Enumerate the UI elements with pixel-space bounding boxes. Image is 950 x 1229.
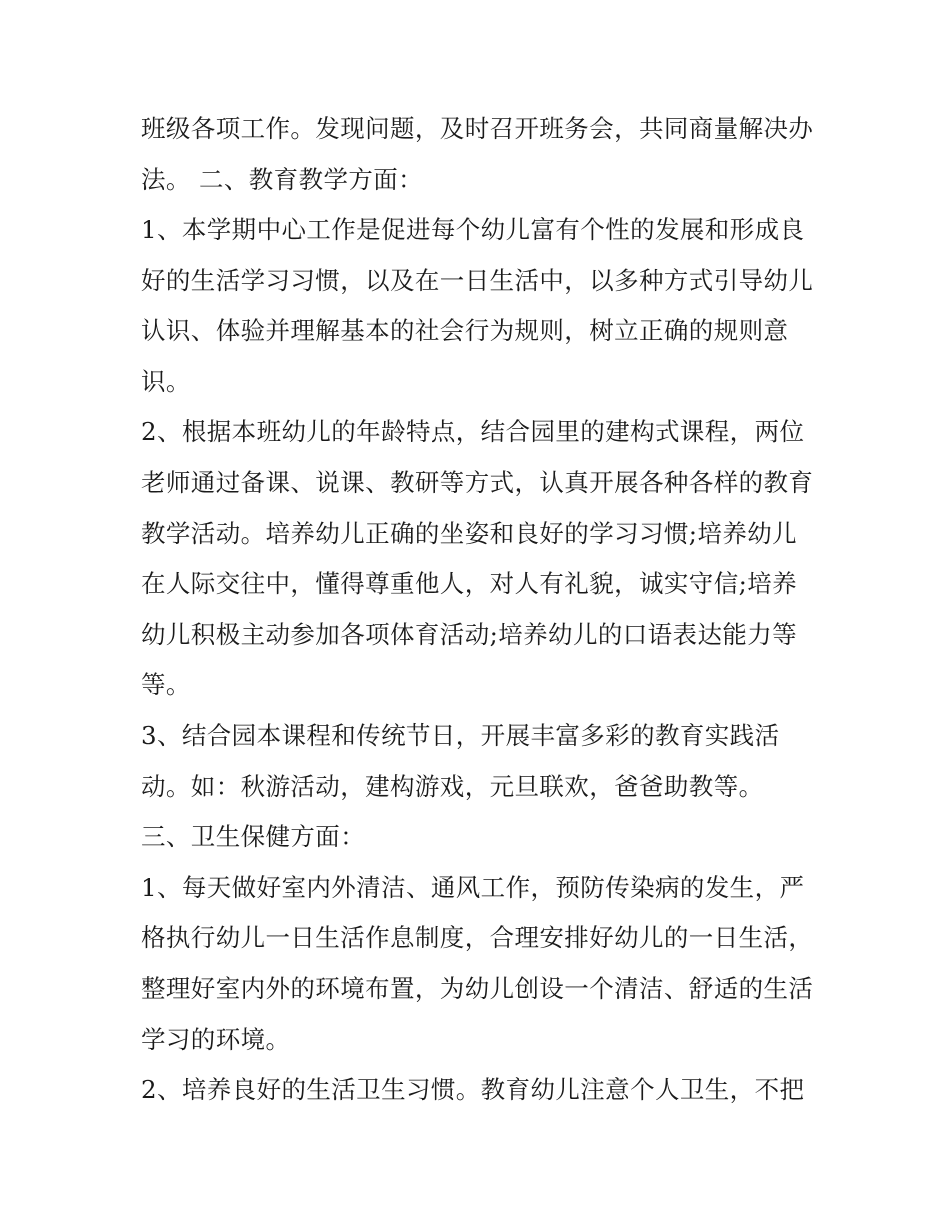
- text-line: 2、培养良好的生活卫生习惯。教育幼儿注意个人卫生，不把: [141, 1075, 805, 1104]
- text-line: 识。: [141, 367, 191, 396]
- text-line: 3、结合园本课程和传统节日，开展丰富多彩的教育实践活: [141, 721, 780, 750]
- text-line: 2、根据本班幼儿的年龄特点，结合园里的建构式课程，两位: [141, 417, 805, 446]
- text-line: 1、每天做好室内外清洁、通风工作，预防传染病的发生，严: [141, 873, 805, 902]
- text-line: 幼儿积极主动参加各项体育活动;培养幼儿的口语表达能力等: [141, 620, 798, 649]
- text-line: 动。如：秋游活动，建构游戏，元旦联欢，爸爸助教等。: [141, 772, 764, 801]
- text-line: 班级各项工作。发现问题，及时召开班务会，共同商量解决办: [141, 114, 814, 143]
- text-line: 法。 二、教育教学方面：: [141, 165, 424, 194]
- text-line: 格执行幼儿一日生活作息制度，合理安排好幼儿的一日生活，: [141, 923, 814, 952]
- text-line: 老师通过备课、说课、教研等方式，认真开展各种各样的教育: [141, 468, 814, 497]
- text-line: 教学活动。培养幼儿正确的坐姿和良好的学习习惯;培养幼儿: [141, 519, 798, 548]
- text-line: 等。: [141, 670, 191, 699]
- text-line: 整理好室内外的环境布置，为幼儿创设一个清洁、舒适的生活: [141, 974, 814, 1003]
- text-line: 学习的环境。: [141, 1025, 291, 1054]
- text-line: 好的生活学习习惯，以及在一日生活中，以多种方式引导幼儿: [141, 266, 814, 295]
- text-line: 在人际交往中，懂得尊重他人，对人有礼貌，诚实守信;培养: [141, 569, 798, 598]
- text-line: 认识、体验并理解基本的社会行为规则，树立正确的规则意: [141, 316, 789, 345]
- text-line: 三、卫生保健方面：: [141, 822, 366, 851]
- text-line: 1、本学期中心工作是促进每个幼儿富有个性的发展和形成良: [141, 215, 805, 244]
